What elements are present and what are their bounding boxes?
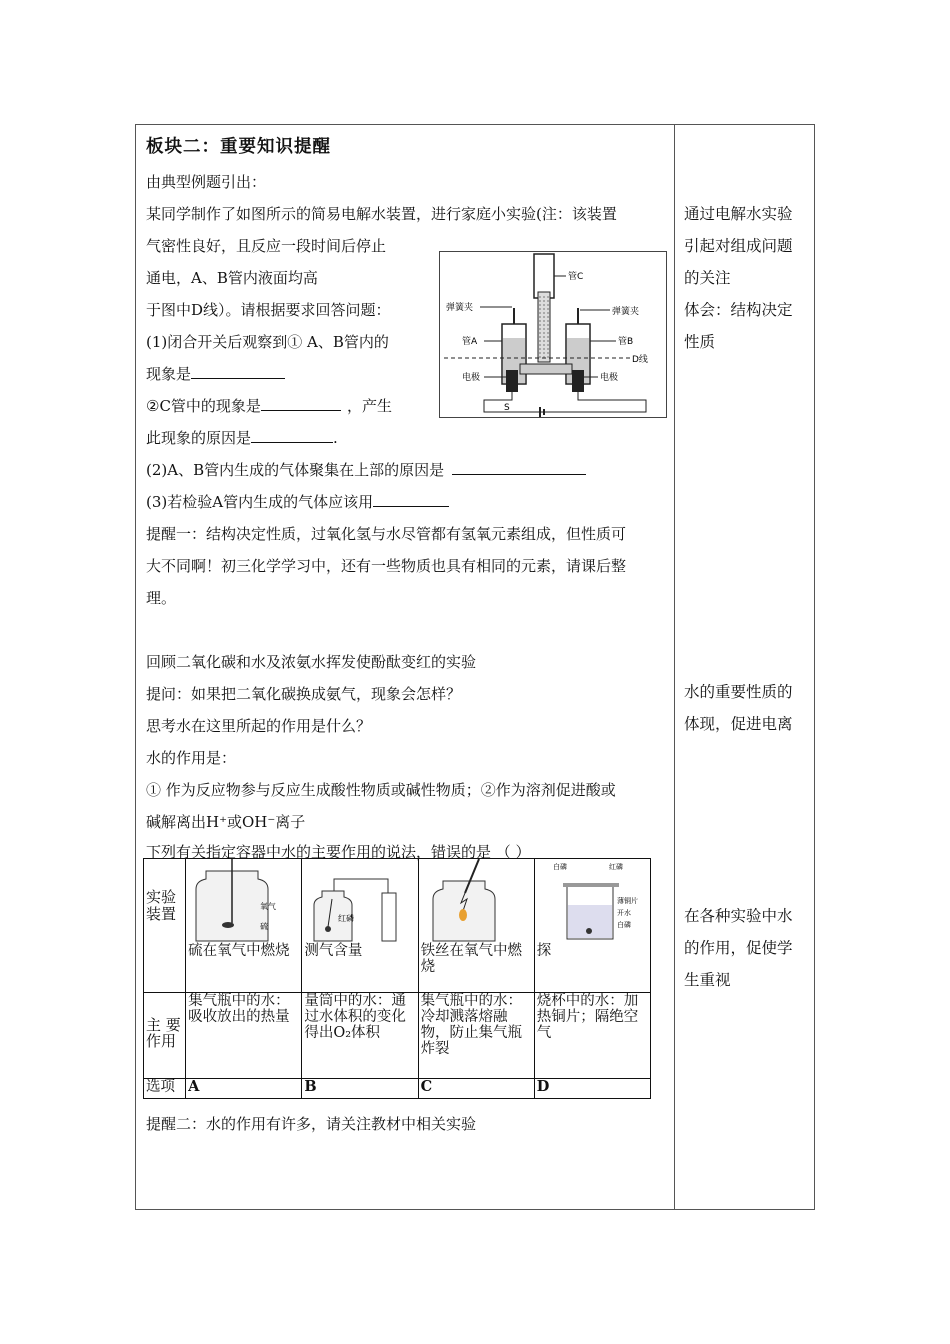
question-paragraph-line: 某同学制作了如图所示的简易电解水装置，进行家庭小实验(注：该装置 <box>146 205 617 223</box>
tube-a-label: 管A <box>462 337 478 347</box>
side-note-3 <box>684 900 808 996</box>
question-paragraph-line: 通电，A、B管内液面均高 <box>146 269 318 287</box>
water-role-line: 碱解离出H⁺或OH⁻离子 <box>146 813 306 831</box>
table-row <box>144 993 651 1079</box>
question-2-text: (2)A、B管内生成的气体聚集在上部的原因是 <box>146 461 445 479</box>
answer-blank <box>452 460 586 475</box>
row-header-option: 选项 <box>144 1079 186 1099</box>
question-1-text: ②C管中的现象是 <box>146 397 261 415</box>
white-phosphorus-bottom-label: 白磷 <box>616 921 631 929</box>
side-note-line: 的作用，促使学 <box>684 939 793 957</box>
side-note-line: 通过电解水实验 <box>684 205 793 223</box>
table-row <box>144 859 651 993</box>
sulfur-combustion-drawing <box>188 859 292 943</box>
oxygen-label: 氧气 <box>260 902 277 911</box>
question-3 <box>146 492 449 512</box>
table-row <box>144 1079 651 1099</box>
option-cell: A <box>186 1079 302 1099</box>
answer-blank <box>191 364 285 379</box>
electrolysis-apparatus-drawing <box>440 252 666 417</box>
apparatus-caption: 铁丝在氧气中燃烧 <box>420 943 523 975</box>
review-text: 回顾二氧化碳和水及浓氨水挥发使酚酞变红的实验 <box>146 653 477 671</box>
copper-sheet-drawing <box>537 859 641 943</box>
side-note-1 <box>684 198 808 358</box>
reminder-1-line: 大不同啊！初三化学学习中，还有一些物质也具有相同的元素，请课后整 <box>146 557 627 575</box>
row-header-role: 主 要作用 <box>144 993 186 1079</box>
white-phosphorus-top-label: 白磷 <box>552 863 567 871</box>
copper-sheet-label: 薄铜片 <box>616 897 638 905</box>
sulfur-label: 硫 <box>260 922 269 931</box>
question-1-text: 现象是 <box>146 365 192 383</box>
boiling-water-label: 开水 <box>616 909 631 917</box>
apparatus-caption: 探 <box>536 943 552 959</box>
option-cell: C <box>418 1079 534 1099</box>
question-paragraph-line: 于图中D线）。请根据要求回答问题： <box>146 301 391 319</box>
option-cell: B <box>302 1079 418 1099</box>
side-note-line: 水的重要性质的 <box>684 683 793 701</box>
reminder-1-line: 提醒一：结构决定性质，过氧化氢与水尽管都有氢氧元素组成，但性质可 <box>146 525 627 543</box>
question-1-text: ，产生 <box>346 397 392 415</box>
question-2 <box>146 460 586 480</box>
apparatus-caption: 硫在氧气中燃烧 <box>188 943 290 959</box>
side-note-line: 的关注 <box>684 269 731 287</box>
question-1-line: (1)闭合开关后观察到① A、B管内的 <box>146 333 389 351</box>
side-note-line: 在各种实验中水 <box>684 907 793 925</box>
question-1-text: 此现象的原因是 <box>146 429 252 447</box>
option-cell: D <box>534 1079 650 1099</box>
electrode-left-label: 电极 <box>462 373 481 383</box>
question-1-line <box>146 396 392 416</box>
water-role-title: 水的作用是： <box>146 749 237 767</box>
ask-text: 提问：如果把二氧化碳换成氨气，现象会怎样？ <box>146 685 462 703</box>
section-title: 板块二：重要知识提醒 <box>146 137 331 157</box>
role-cell: 集气瓶中的水：吸收放出的热量 <box>186 993 302 1079</box>
apparatus-cell <box>302 859 418 993</box>
clip-left-label: 弹簧夹 <box>446 303 474 313</box>
side-note-line: 生重视 <box>684 971 731 989</box>
tube-b-label: 管B <box>618 337 634 347</box>
tube-c-label: 管C <box>568 272 584 282</box>
apparatus-caption: 测气含量 <box>304 943 363 959</box>
side-note-line: 性质 <box>684 333 716 351</box>
electrolysis-diagram <box>439 251 667 418</box>
red-phosphorus-drawing <box>304 859 408 943</box>
apparatus-cell <box>418 859 534 993</box>
apparatus-cell <box>534 859 650 993</box>
d-line-label: D线 <box>632 355 648 365</box>
answer-blank <box>261 396 341 411</box>
side-note-line: 体会：结构决定 <box>684 301 793 319</box>
answer-blank <box>373 492 449 507</box>
role-cell: 量筒中的水：通过水体积的变化得出O₂体积 <box>302 993 418 1079</box>
column-divider <box>674 124 675 1210</box>
clip-right-label: 弹簧夹 <box>612 307 640 317</box>
switch-label: S <box>504 403 510 413</box>
question-1-line <box>146 364 285 384</box>
iron-wire-drawing <box>421 859 525 943</box>
role-cell: 集气瓶中的水：冷却溅落熔融物，防止集气瓶炸裂 <box>418 993 534 1079</box>
reminder-2: 提醒二：水的作用有许多，请关注教材中相关实验 <box>146 1115 477 1133</box>
side-note-line: 体现，促进电离 <box>684 715 793 733</box>
side-note-line: 引起对组成问题 <box>684 237 793 255</box>
intro-text: 由典型例题引出： <box>146 173 267 191</box>
experiment-table <box>143 858 651 1099</box>
row-header-apparatus: 实验装置 <box>144 859 186 993</box>
side-note-2 <box>684 676 808 740</box>
question-1-line <box>146 428 338 448</box>
answer-blank <box>251 428 333 443</box>
reminder-1-line: 理。 <box>146 589 177 607</box>
ask-text: 思考水在这里所起的作用是什么？ <box>146 717 372 735</box>
water-role-line: ① 作为反应物参与反应生成酸性物质或碱性物质；②作为溶剂促进酸或 <box>146 781 616 799</box>
red-phosphorus-top-label: 红磷 <box>608 863 623 871</box>
question-3-text: (3)若检验A管内生成的气体应该用 <box>146 493 374 511</box>
question-1-text: . <box>333 429 338 447</box>
question-paragraph-line: 气密性良好，且反应一段时间后停止 <box>146 237 387 255</box>
role-cell: 烧杯中的水：加热铜片；隔绝空气 <box>534 993 650 1079</box>
apparatus-cell <box>186 859 302 993</box>
multiple-choice-question: 下列有关指定容器中水的主要作用的说法，错误的是 （ ） <box>146 843 531 861</box>
electrode-right-label: 电极 <box>600 373 619 383</box>
red-phosphorus-label: 红磷 <box>338 914 355 923</box>
